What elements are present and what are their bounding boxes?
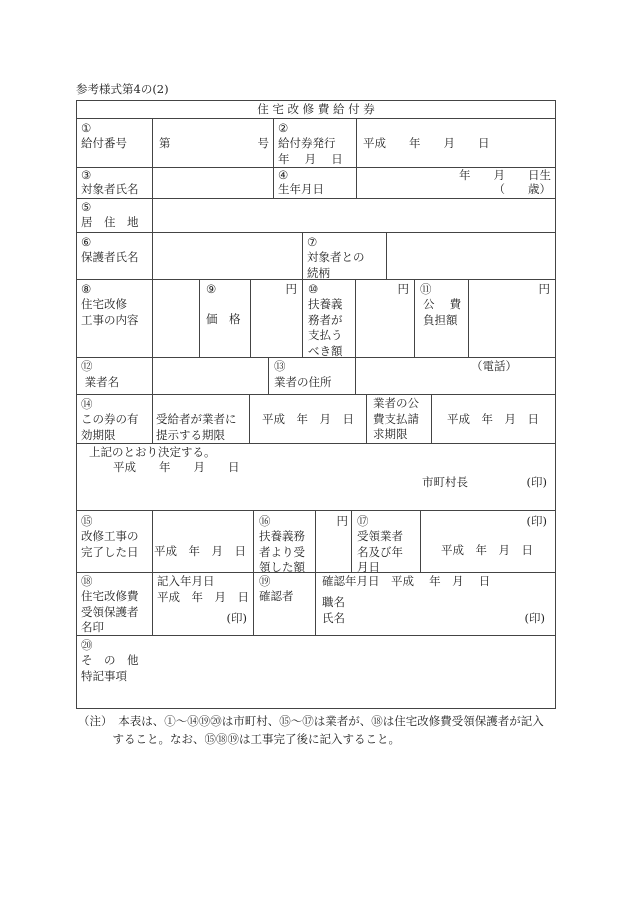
cell-label xyxy=(152,394,250,444)
cell-label xyxy=(302,279,356,358)
date-text: 平成 年 月 日 xyxy=(363,136,490,150)
cell-label xyxy=(199,279,251,358)
field-residence[interactable] xyxy=(152,198,556,233)
confirm-date: 確認年月日 平成 年 月 日 xyxy=(322,574,491,588)
seal-mark: (印) xyxy=(226,611,247,625)
cell-label xyxy=(302,232,387,280)
field-dependent-amount[interactable] xyxy=(355,279,415,358)
label: 改修工事の 完了した日 xyxy=(81,529,139,559)
yen-unit: 円 xyxy=(397,282,409,296)
label: 業者の公 費支払請 求期限 xyxy=(373,396,419,441)
yen-unit: 円 xyxy=(285,282,297,296)
field-public-amount[interactable] xyxy=(468,279,556,358)
item-number: ⑨ xyxy=(206,282,217,296)
label: 受領業者 名及び年 月日 xyxy=(357,529,403,574)
decision-date: 平成 年 月 日 xyxy=(113,460,240,474)
label: 対象者との 続柄 xyxy=(307,250,365,280)
field-received-amount[interactable] xyxy=(315,510,352,573)
label: 業者名 xyxy=(81,375,120,389)
date-text: 平成 年 月 日 xyxy=(262,412,354,426)
item-number: ⑲ xyxy=(259,574,271,588)
date-text: 平成 年 月 日 xyxy=(154,544,246,558)
label: 公 費 負担額 xyxy=(423,297,462,327)
cell-label xyxy=(273,167,357,199)
seal-mark: (印) xyxy=(526,475,547,489)
cell-label xyxy=(76,167,153,199)
decision-text: 上記のとおり決定する。 xyxy=(89,445,216,459)
label: そ の 他 特記事項 xyxy=(81,653,139,683)
cell-label xyxy=(76,232,153,280)
label: 保護者氏名 xyxy=(81,250,139,264)
item-number: ⑩ xyxy=(308,282,319,296)
field-presentation-deadline[interactable] xyxy=(249,394,367,444)
item-number: ⑯ xyxy=(259,514,271,528)
label: 確認者 xyxy=(259,589,294,603)
label: 給付券発行 年 月 日 xyxy=(278,136,343,166)
cell-label xyxy=(366,394,432,444)
cell-label xyxy=(273,118,357,168)
item-number: ⑳ xyxy=(81,638,93,652)
field-guardian-name[interactable] xyxy=(152,232,303,280)
decision-section xyxy=(76,443,556,511)
label: 価 格 xyxy=(206,312,241,326)
field-issue-date[interactable] xyxy=(356,118,556,168)
item-number: ⑫ xyxy=(81,359,93,373)
age-text: （ 歳） xyxy=(493,182,551,196)
seal-mark: (印) xyxy=(524,611,545,625)
cell-label xyxy=(76,279,153,358)
item-number: ① xyxy=(81,121,92,135)
label: 業者の住所 xyxy=(274,375,332,389)
label: 生年月日 xyxy=(278,182,324,196)
field-contractor-name[interactable] xyxy=(152,357,269,395)
label: 扶養義 務者が 支払う べき額 xyxy=(308,297,343,358)
field-confirmation[interactable] xyxy=(315,572,556,636)
item-number: ⑭ xyxy=(81,397,93,411)
mayor-label: 市町村長 xyxy=(422,475,468,489)
field-completion-date[interactable] xyxy=(152,510,254,573)
field-work-content[interactable] xyxy=(152,279,200,358)
field-benefit-number[interactable] xyxy=(152,118,274,168)
item-number: ⑱ xyxy=(81,574,93,588)
cell-label xyxy=(76,572,153,636)
label: 居 住 地 xyxy=(81,215,139,229)
phone-label: （電話） xyxy=(471,359,517,373)
label: 住宅改修費 受領保護者 名印 xyxy=(81,589,139,634)
item-number: ⑰ xyxy=(357,514,369,528)
cell-label xyxy=(268,357,356,395)
field-other-notes[interactable] xyxy=(76,635,556,709)
date-text: 年 月 日生 xyxy=(459,168,551,182)
label: 号 xyxy=(257,136,269,150)
label: 受給者が業者に 提示する期限 xyxy=(156,412,237,442)
form-label: 参考様式第4の(2) xyxy=(76,82,169,96)
cell-label xyxy=(76,510,153,573)
label: 給付番号 xyxy=(81,136,127,150)
item-number: ② xyxy=(278,121,289,135)
title-name-labels: 職名 氏名 xyxy=(322,595,345,625)
cell-label xyxy=(76,198,153,233)
item-number: ④ xyxy=(278,168,289,182)
label: 対象者氏名 xyxy=(81,182,139,196)
label: この券の有 効期限 xyxy=(81,412,139,442)
field-claim-deadline[interactable] xyxy=(431,394,556,444)
item-number: ⑪ xyxy=(420,282,432,296)
item-number: ⑧ xyxy=(81,282,92,296)
cell-label xyxy=(76,394,153,444)
field-contractor-address[interactable] xyxy=(355,357,556,395)
form-title: 住 宅 改 修 費 給 付 券 xyxy=(257,102,375,116)
seal-mark: (印) xyxy=(526,514,547,528)
entry-date: 記入年月日 平成 年 月 日 xyxy=(157,574,249,604)
item-number: ③ xyxy=(81,168,92,182)
label: 第 xyxy=(159,136,171,150)
date-text: 平成 年 月 日 xyxy=(441,543,533,557)
field-birth-date[interactable] xyxy=(356,167,556,199)
field-price[interactable] xyxy=(250,279,303,358)
field-subject-name[interactable] xyxy=(152,167,274,199)
item-number: ⑤ xyxy=(81,200,92,214)
label: 住宅改修 工事の内容 xyxy=(81,297,139,327)
cell-label xyxy=(351,510,421,573)
field-relationship[interactable] xyxy=(386,232,556,280)
field-guardian-entry[interactable] xyxy=(152,572,254,636)
cell-label xyxy=(414,279,469,358)
yen-unit: 円 xyxy=(336,514,348,528)
title-row xyxy=(76,100,556,119)
item-number: ⑥ xyxy=(81,235,92,249)
item-number: ⑮ xyxy=(81,514,93,528)
label: 扶養義務 者より受 領した額 xyxy=(259,529,305,574)
cell-label xyxy=(253,572,316,636)
cell-label xyxy=(76,357,153,395)
item-number: ⑦ xyxy=(307,235,318,249)
cell-label xyxy=(253,510,316,573)
field-contractor-receipt[interactable] xyxy=(420,510,556,573)
date-text: 平成 年 月 日 xyxy=(447,412,539,426)
item-number: ⑬ xyxy=(274,359,286,373)
yen-unit: 円 xyxy=(538,282,550,296)
footnote: （注） 本表は、①～⑭⑲⑳は市町村、⑮～⑰は業者が、⑱は住宅改修費受領保護者が記入 すること。なお、⑮⑱⑲は工事完了後に記入すること。 xyxy=(78,714,544,746)
cell-label xyxy=(76,118,153,168)
